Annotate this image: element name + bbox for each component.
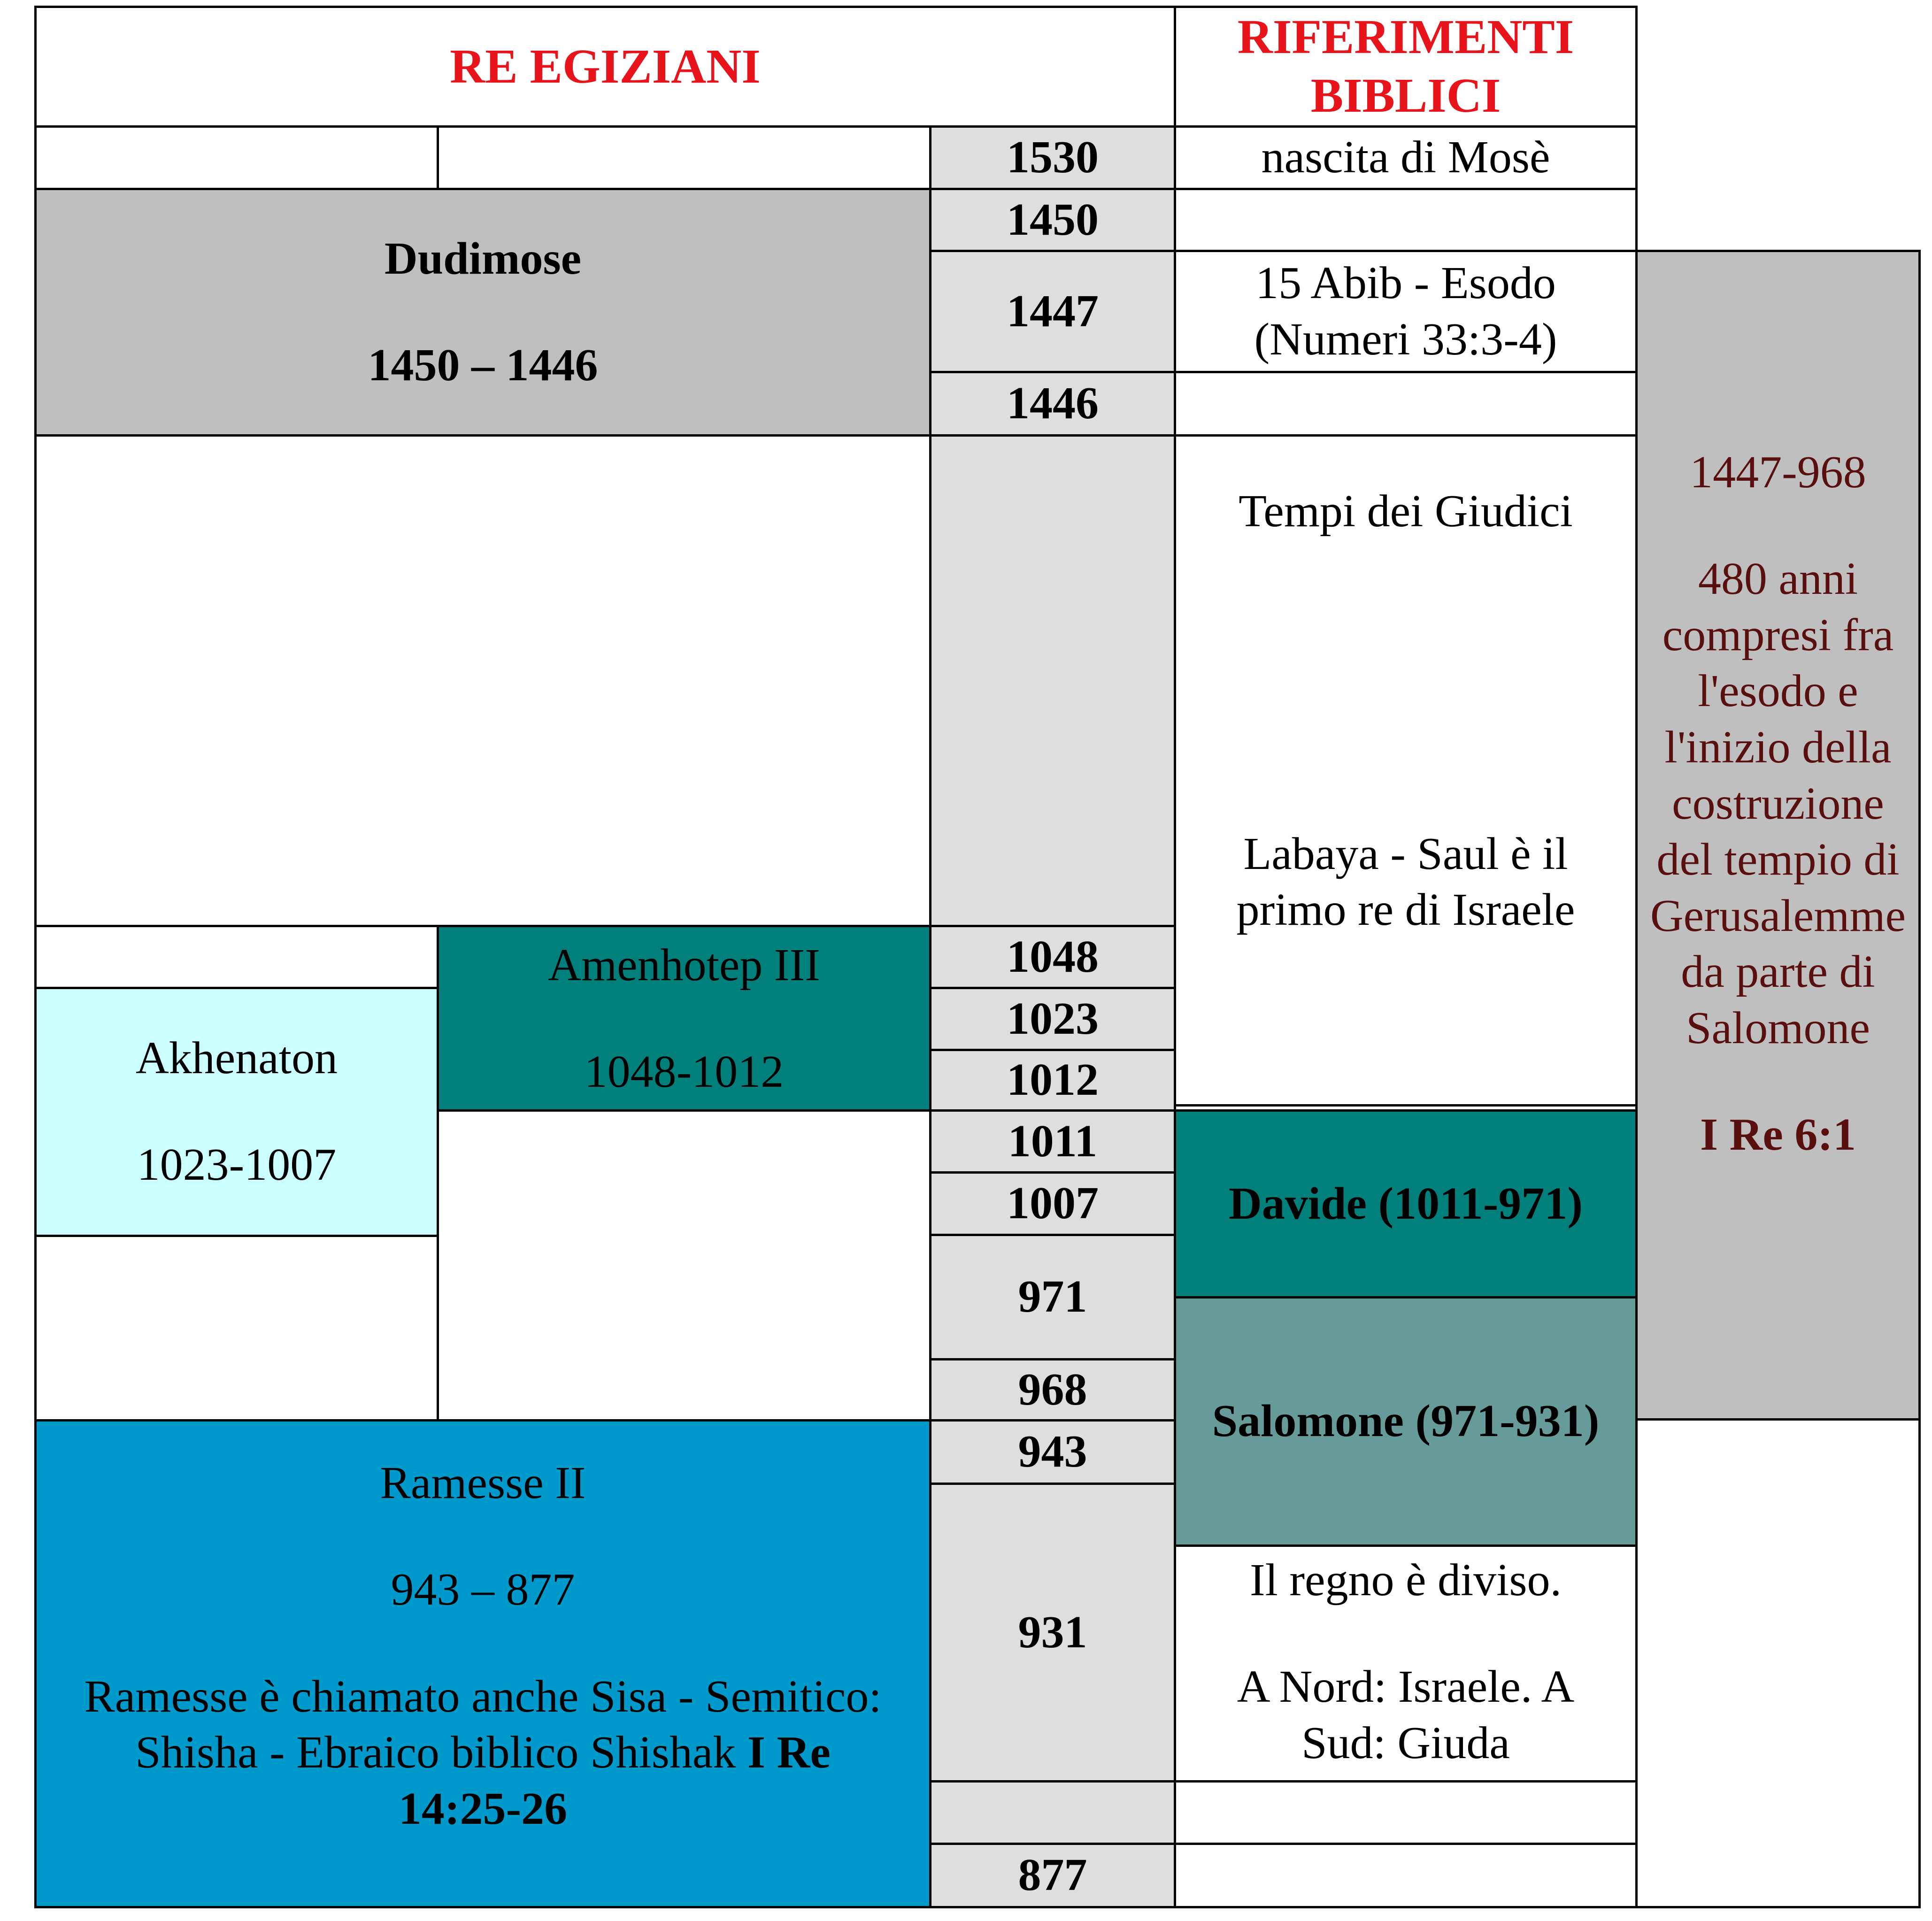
king-ramesse-ii (34, 1419, 931, 1908)
year-cell (929, 1483, 1176, 1783)
side-note-line: del tempio di (1656, 834, 1900, 885)
bible-text: Il regno è diviso. (1249, 1555, 1562, 1606)
year-label: 1447 (1007, 285, 1099, 337)
empty-cell (34, 1235, 439, 1422)
year-cell (929, 1234, 1176, 1360)
king-dudimose (34, 188, 931, 437)
king-note-ref-verse: 14:25-26 (398, 1783, 568, 1834)
side-note-line: compresi fra (1662, 609, 1894, 661)
bible-judges: Tempi dei Giudici (1239, 486, 1573, 537)
king-amenhotep-iii (437, 925, 931, 1112)
year-cell-empty (929, 434, 1176, 927)
side-note-line: l'inizio della (1664, 722, 1892, 773)
empty-cell (437, 1109, 931, 1422)
side-note-line: da parte di (1681, 946, 1875, 998)
side-note-range: 1447-968 (1690, 447, 1866, 498)
year-label: 1012 (1007, 1054, 1099, 1106)
year-label: 971 (1018, 1271, 1087, 1322)
empty-cell (1635, 1418, 1921, 1908)
king-dates: 1450 – 1446 (368, 339, 598, 391)
year-cell (929, 250, 1176, 373)
year-cell (929, 371, 1176, 437)
bible-text: A Nord: Israele. A (1237, 1661, 1575, 1713)
year-label: 1446 (1007, 378, 1099, 429)
king-dates: 1048-1012 (584, 1046, 784, 1098)
year-label: 1530 (1007, 132, 1099, 183)
year-cell (929, 1109, 1176, 1174)
side-note-ref: I Re 6:1 (1700, 1109, 1856, 1160)
bible-saul-line1: Labaya - Saul è il (1243, 828, 1568, 879)
bible-cell-david (1174, 1109, 1638, 1299)
bible-saul-line2: primo re di Israele (1236, 884, 1575, 936)
side-note-line: l'esodo e (1698, 666, 1858, 717)
header-biblical-line2: BIBLICI (1310, 69, 1501, 123)
bible-cell-exodus (1174, 250, 1638, 373)
header-biblical-references (1174, 6, 1638, 128)
king-note-line2: Shisha - Ebraico biblico Shishak (135, 1727, 747, 1778)
year-label: 931 (1018, 1606, 1087, 1658)
bible-cell-divided-kingdom (1174, 1544, 1638, 1783)
empty-cell (1174, 1780, 1638, 1845)
king-note-ref: I Re (747, 1727, 831, 1778)
side-note-480-years (1635, 250, 1921, 1421)
year-label: 943 (1018, 1426, 1087, 1477)
header-egyptian-kings (34, 6, 1176, 128)
empty-cell (1174, 371, 1638, 437)
king-name: Amenhotep III (548, 940, 820, 991)
year-cell (929, 188, 1176, 252)
year-cell (929, 925, 1176, 989)
empty-cell (1174, 188, 1638, 252)
year-cell (929, 125, 1176, 190)
year-label: 1007 (1007, 1178, 1099, 1229)
bible-cell-solomon (1174, 1296, 1638, 1547)
king-name: Akhenaton (136, 1033, 338, 1084)
king-name: Dudimose (384, 233, 582, 284)
side-note-line: Salomone (1686, 1002, 1870, 1053)
side-note-line: costruzione (1672, 778, 1884, 829)
bible-solomon: Salomone (971-931) (1212, 1396, 1600, 1447)
year-cell (929, 1419, 1176, 1485)
year-label: 968 (1018, 1364, 1087, 1415)
empty-cell (34, 434, 931, 927)
year-label: 1011 (1008, 1115, 1098, 1167)
bible-text: nascita di Mosè (1261, 132, 1550, 183)
king-name: Ramesse II (380, 1458, 586, 1508)
year-cell (929, 1843, 1176, 1908)
king-note-line1: Ramesse è chiamato anche Sisa - Semitico: (84, 1671, 882, 1722)
bible-david: Davide (1011-971) (1229, 1178, 1583, 1229)
year-cell (929, 1358, 1176, 1422)
year-cell (929, 1171, 1176, 1236)
side-note-line: Gerusalemme (1650, 890, 1906, 941)
empty-cell (34, 925, 439, 989)
year-cell (929, 987, 1176, 1051)
header-egyptian-kings-label: RE EGIZIANI (450, 39, 761, 93)
empty-cell (34, 125, 439, 190)
year-label: 877 (1018, 1850, 1087, 1901)
year-label: 1450 (1007, 194, 1099, 245)
king-akhenaton (34, 987, 439, 1237)
bible-text: (Numeri 33:3-4) (1254, 314, 1557, 365)
bible-text: 15 Abib - Esodo (1255, 257, 1556, 308)
year-cell (929, 1049, 1176, 1112)
king-dates: 943 – 877 (391, 1564, 575, 1615)
bible-cell-moses (1174, 125, 1638, 190)
header-biblical-line1: RIFERIMENTI (1237, 10, 1574, 64)
year-label: 1023 (1007, 993, 1099, 1044)
year-label: 1048 (1007, 931, 1099, 982)
bible-text: Sud: Giuda (1301, 1717, 1510, 1768)
year-cell-empty (929, 1780, 1176, 1845)
side-note-line: 480 anni (1698, 553, 1858, 605)
bible-cell-judges-saul (1174, 434, 1638, 1106)
empty-cell (437, 125, 931, 190)
king-dates: 1023-1007 (137, 1139, 337, 1191)
